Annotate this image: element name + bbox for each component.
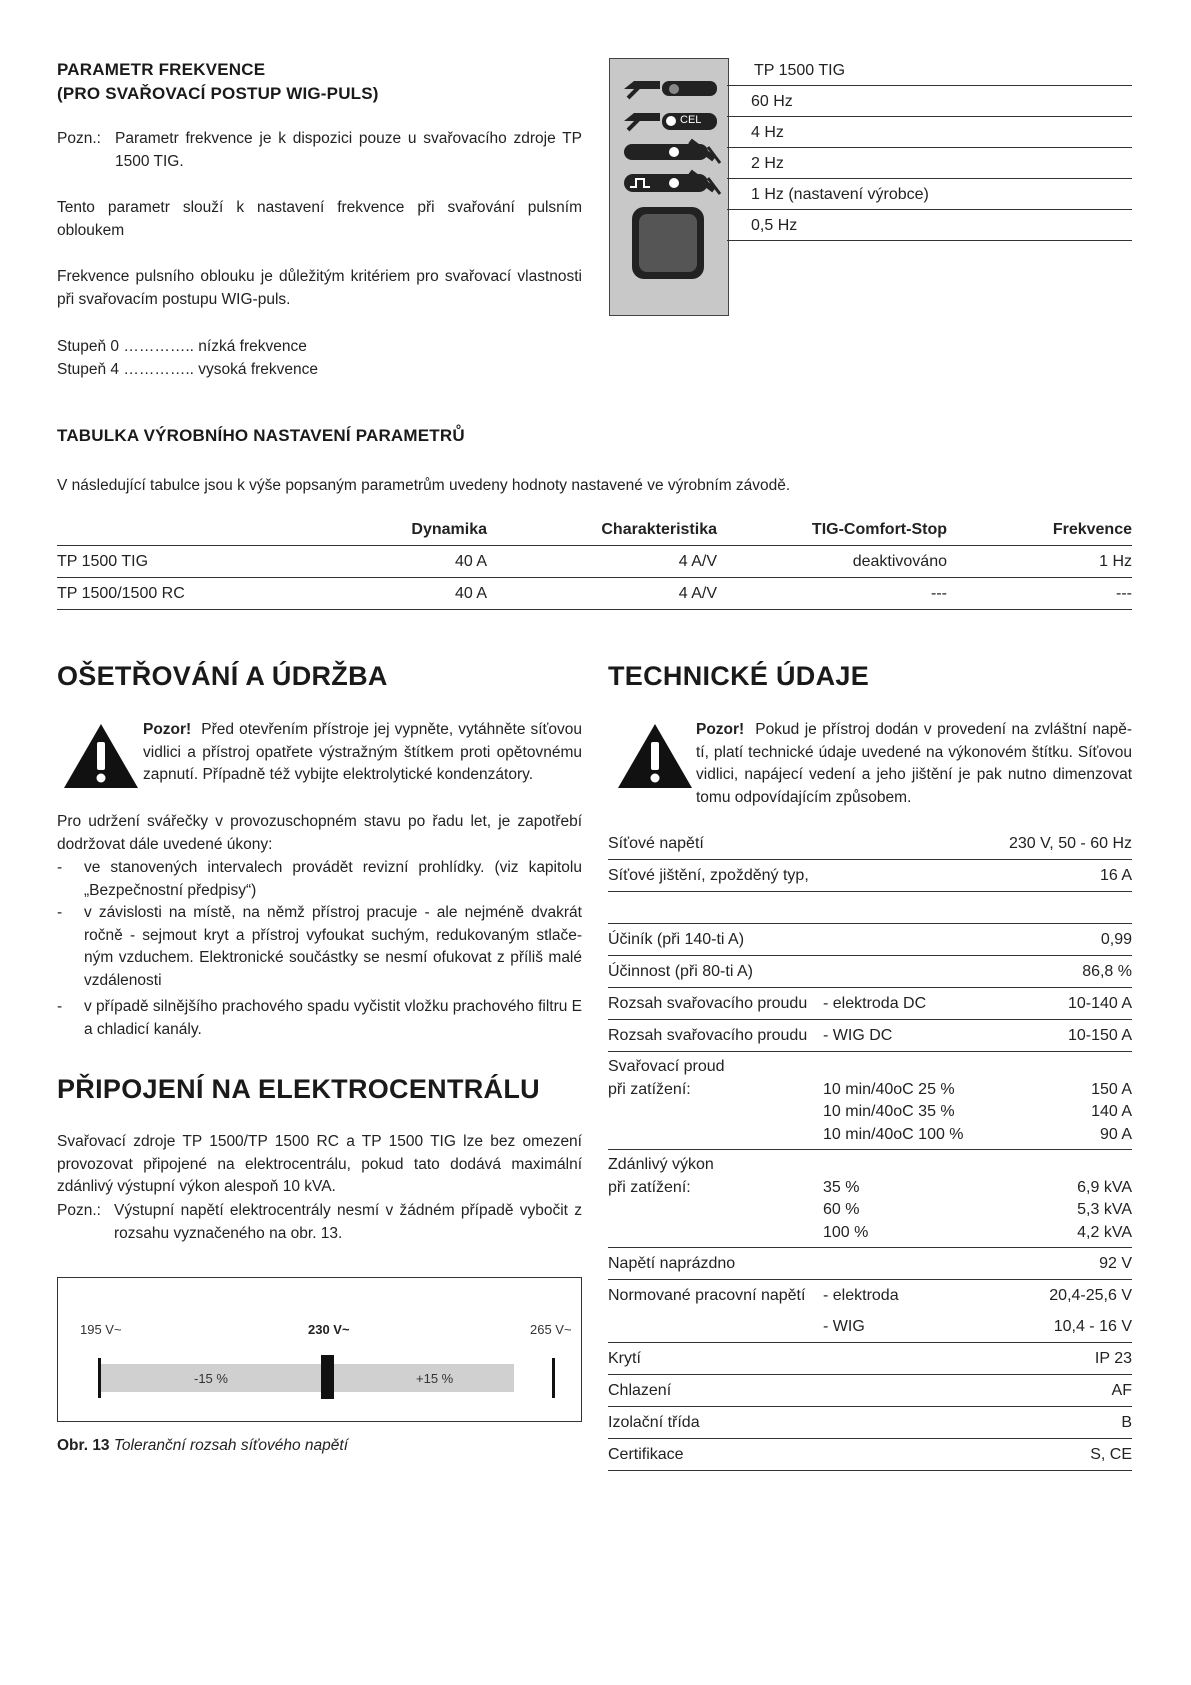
tech-label: Krytí	[608, 1350, 641, 1367]
freq-level-4: Stupeň 4 ………….. vysoká frekvence	[57, 361, 319, 378]
table-header-row	[57, 514, 1132, 546]
tech-condition	[823, 828, 992, 859]
table-row	[608, 1052, 1132, 1150]
care-warning-text: Před otevřením přístroje jej vypněte, vytáhněte síťovou vidlici a přístroj opatřete výstražným štítkem proti opětovnému zapnutí. Případně též vybijte elektrolytické kondenzátory.	[143, 721, 582, 783]
tech-condition	[823, 892, 992, 923]
table-row	[608, 1439, 1132, 1471]
tech-title: TECHNICKÉ ÚDAJE	[608, 661, 870, 691]
figure-caption-text: Toleranční rozsah síťového napětí	[113, 1437, 348, 1454]
table-row	[608, 1343, 1132, 1375]
freq-title-line1: PARAMETR FREKVENCE	[57, 60, 266, 79]
table-row	[608, 828, 1132, 860]
tech-condition	[823, 956, 992, 987]
table-row	[608, 1311, 1132, 1343]
care-bullet: - v závislosti na místě, na němž přístroj pracuje - ale nejméně dvakrát ročně - sejmout kryt a přístroj vyfoukat suchým, redukovaným stlače-ným vzduchem. Elektronické součástky se nesmí ofukovat z příliš malé vzdálenosti	[57, 902, 582, 992]
tech-label: Síťové napětí	[608, 835, 704, 852]
table-cell: TP 1500 TIG	[57, 546, 307, 578]
table-cell: 40 A	[307, 578, 487, 610]
table-cell: 4 A/V	[487, 578, 717, 610]
factory-title: TABULKA VÝROBNÍHO NASTAVENÍ PARAMETRŮ	[57, 426, 465, 445]
tech-value: AF	[1111, 1382, 1132, 1399]
care-bullet-text: ve stanovených intervalech provádět revizní prohlídky. (viz kapitolu „Bezpečnostní předpisy“)	[84, 859, 582, 899]
freq-note	[57, 128, 582, 173]
tech-warning-text: Pokud je přístroj dodán v provedení na zvláštní napě-tí, platí technické údaje uvedené na výkonovém štítku. Síťovou vidlici, napájecí vedení a jeho jištění je pak nutno dimenzovat tomu odpovídajícím způsobem.	[696, 721, 1132, 806]
freq-paragraph-1: Tento parametr slouží k nastavení frekvence při svařování pulsním obloukem	[57, 199, 582, 239]
tech-condition: - WIG DC	[823, 1027, 893, 1044]
table-cell: TP 1500/1500 RC	[57, 578, 307, 610]
cel-label: CEL	[680, 114, 702, 126]
table-cell: ---	[717, 578, 947, 610]
table-row	[57, 546, 1132, 578]
tech-value: 10,4 - 16 V	[1053, 1318, 1132, 1335]
table-row	[608, 1375, 1132, 1407]
table-row	[608, 1407, 1132, 1439]
tech-value: 230 V, 50 - 60 Hz	[1008, 835, 1132, 852]
table-row	[608, 923, 1132, 956]
frequency-option: 1 Hz (nastavení výrobce)	[727, 179, 1132, 210]
table-row	[608, 1150, 1132, 1248]
care-bullet: - ve stanovených intervalech provádět revizní prohlídky. (viz kapitolu „Bezpečnostní předpisy“)	[57, 857, 582, 902]
table-cell: 40 A	[307, 546, 487, 578]
tech-value	[992, 892, 1132, 923]
table-header: TIG-Comfort-Stop	[717, 514, 947, 546]
nominal-marker	[321, 1355, 334, 1399]
warning-icon	[62, 722, 140, 790]
table-header: Frekvence	[947, 514, 1132, 546]
tech-value: 20,4-25,6 V	[1049, 1287, 1132, 1304]
table-row	[608, 1280, 1132, 1311]
freq-note-label: Pozn.:	[57, 130, 101, 147]
generator-note-label: Pozn.:	[57, 1202, 101, 1219]
care-bullet-text: v případě silnějšího prachového spadu vyčistit vložku prachového filtru E a chladicí kanály.	[84, 998, 582, 1038]
table-row	[608, 956, 1132, 988]
tech-label: Síťové jištění, zpožděný typ,	[608, 867, 809, 884]
tech-value: 6,9 kVA 5,3 kVA 4,2 kVA	[1077, 1178, 1132, 1241]
lower-limit-marker	[98, 1358, 101, 1398]
tech-condition: - WIG	[823, 1318, 865, 1335]
tech-label	[608, 1311, 823, 1342]
tech-value: 16 A	[1099, 867, 1132, 884]
figure-label-high: 265 V~	[530, 1322, 572, 1337]
panel-symbols	[610, 59, 728, 315]
tech-value: 0,99	[1100, 931, 1132, 948]
freq-paragraph-2: Frekvence pulsního oblouku je důležitým kritériem pro svařovací vlastnosti při svařovacím postupu WIG-puls.	[57, 268, 582, 308]
care-warning-label: Pozor!	[143, 721, 192, 738]
tech-condition	[823, 1375, 992, 1406]
electrode-mode-icon	[624, 81, 717, 98]
table-cell: 4 A/V	[487, 546, 717, 578]
tech-condition	[823, 1407, 992, 1438]
factory-intro: V následující tabulce jsou k výše popsaným parametrům uvedeny hodnoty nastavené ve výrobním závodě.	[57, 477, 791, 494]
table-cell: 1 Hz	[947, 546, 1132, 578]
warning-icon	[616, 722, 694, 790]
frequency-option: 0,5 Hz	[727, 210, 1132, 241]
upper-limit-marker	[552, 1358, 555, 1398]
tech-label: Rozsah svařovacího proudu	[608, 995, 808, 1012]
figure-caption-label: Obr. 13	[57, 1437, 110, 1454]
tech-data-table	[608, 828, 1132, 1471]
tech-label: Izolační třída	[608, 1414, 700, 1431]
tech-value: IP 23	[1094, 1350, 1132, 1367]
tech-condition: 10 min/40oC 25 % 10 min/40oC 35 % 10 min/40oC 100 %	[823, 1080, 964, 1143]
freq-title-line2: (PRO SVAŘOVACÍ POSTUP WIG-PULS)	[57, 84, 379, 103]
table-row	[608, 988, 1132, 1020]
tech-label: Normované pracovní napětí	[608, 1287, 806, 1304]
care-bullet-text: v závislosti na místě, na němž přístroj pracuje - ale nejméně dvakrát ročně - sejmout kryt a přístroj vyfoukat suchým, redukovaným stlače-ným vzduchem. Elektronické součástky se nesmí ofukovat z příliš malé vzdálenosti	[84, 904, 582, 989]
freq-note-text: Parametr frekvence je k dispozici pouze u svařovacího zdroje TP 1500 TIG.	[115, 130, 582, 170]
table-row	[57, 578, 1132, 610]
tech-label: Napětí naprázdno	[608, 1255, 736, 1272]
tig-mode-icon	[624, 141, 720, 163]
tech-condition	[823, 1439, 992, 1470]
tech-value: 86,8 %	[1082, 963, 1132, 980]
table-row	[608, 1020, 1132, 1052]
frequency-option: 60 Hz	[727, 86, 1132, 117]
tech-value: 92 V	[1099, 1255, 1132, 1272]
control-panel	[609, 58, 729, 316]
frequency-list-title: TP 1500 TIG	[727, 55, 1132, 86]
tech-label: Zdánlivý výkon při zatížení:	[608, 1156, 714, 1196]
tech-value: B	[1121, 1414, 1132, 1431]
table-row	[608, 860, 1132, 892]
tech-label: Svařovací proud při zatížení:	[608, 1058, 725, 1098]
tech-warning-label: Pozor!	[696, 721, 745, 738]
factory-settings-table	[57, 514, 1132, 610]
figure-minus-label: -15 %	[194, 1371, 228, 1386]
tig-pulse-icon	[624, 172, 720, 194]
tech-label: Účiník (při 140-ti A)	[608, 931, 745, 948]
tech-condition	[908, 860, 992, 891]
tech-condition: 35 % 60 % 100 %	[823, 1178, 869, 1241]
tech-label	[608, 892, 823, 923]
care-warning	[143, 719, 582, 787]
tech-condition	[823, 924, 992, 955]
tech-label: Chlazení	[608, 1382, 672, 1399]
generator-note-text: Výstupní napětí elektrocentrály nesmí v žádném případě vybočit z rozsahu vyznačeného na obr. 13.	[114, 1202, 582, 1242]
frequency-option: 2 Hz	[727, 148, 1132, 179]
freq-level-0: Stupeň 0 ………….. nízká frekvence	[57, 338, 307, 355]
tech-value: 10-150 A	[1067, 1027, 1132, 1044]
tech-value: 150 A 140 A 90 A	[1091, 1080, 1132, 1143]
tech-value: 10-140 A	[1067, 995, 1132, 1012]
care-title: OŠETŘOVÁNÍ A ÚDRŽBA	[57, 661, 388, 691]
tech-condition: - elektroda DC	[823, 995, 927, 1012]
figure-plus-label: +15 %	[416, 1371, 454, 1386]
tech-condition: - elektroda	[823, 1287, 899, 1304]
tech-label: Účinnost (při 80-ti A)	[608, 963, 753, 980]
frequency-option: 4 Hz	[727, 117, 1132, 148]
generator-paragraph: Svařovací zdroje TP 1500/TP 1500 RC a TP 1500 TIG lze bez omezení provozovat připojené na elektrocentrálu, pokud tato dodává maximální zdánlivý výstupní výkon alespoň 10 kVA.	[57, 1133, 582, 1195]
table-cell: deaktivováno	[717, 546, 947, 578]
care-bullet: - v případě silnějšího prachového spadu vyčistit vložku prachového filtru E a chladicí kanály.	[57, 996, 582, 1041]
tech-condition	[823, 1248, 992, 1279]
generator-title: PŘIPOJENÍ NA ELEKTROCENTRÁLU	[57, 1074, 540, 1104]
figure-caption	[57, 1435, 582, 1458]
table-row	[608, 892, 1132, 923]
tech-label: Rozsah svařovacího proudu	[608, 1027, 808, 1044]
table-cell: ---	[947, 578, 1132, 610]
table-row	[608, 1248, 1132, 1280]
figure-label-mid: 230 V~	[308, 1322, 350, 1337]
care-intro: Pro udržení svářečky v provozuschopném stavu po řadu let, je zapotřebí dodržovat dále uvedené úkony:	[57, 813, 582, 853]
table-header: Charakteristika	[487, 514, 717, 546]
cel-electrode-icon	[624, 113, 717, 130]
frequency-list	[727, 55, 1132, 241]
tech-label: Certifikace	[608, 1446, 684, 1463]
generator-note	[57, 1200, 582, 1245]
tech-value: S, CE	[1090, 1446, 1132, 1463]
tech-condition	[823, 1343, 992, 1374]
table-header: Dynamika	[307, 514, 487, 546]
table-header	[57, 514, 307, 546]
voltage-tolerance-figure	[57, 1277, 582, 1422]
figure-label-low: 195 V~	[80, 1322, 122, 1337]
tech-warning	[696, 719, 1132, 809]
